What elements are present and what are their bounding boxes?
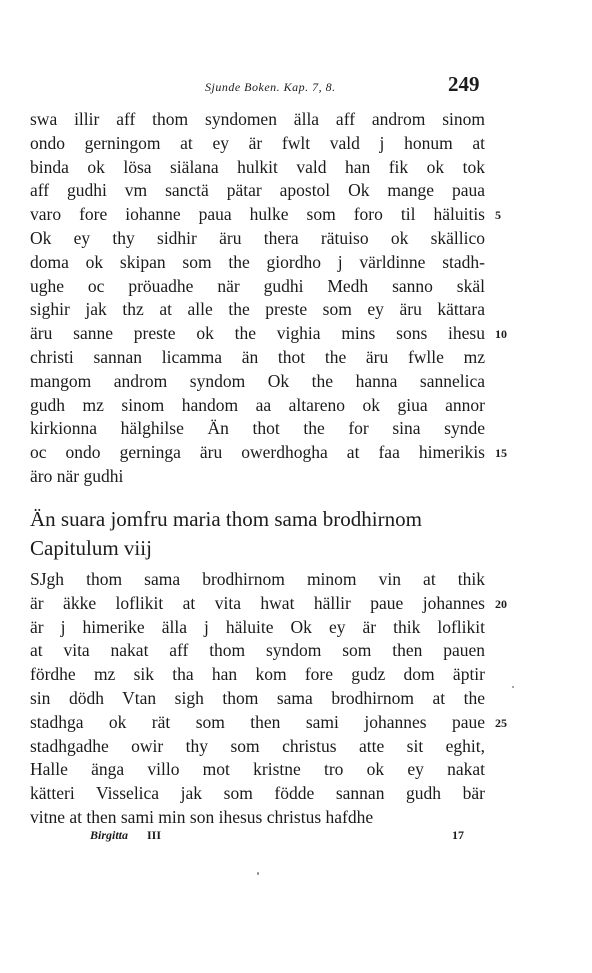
text-line bbox=[30, 179, 485, 203]
text-line bbox=[30, 639, 485, 663]
line-text: kätteri Visselica jak som födde sannan gudh bär bbox=[30, 783, 485, 804]
line-number: 20 bbox=[495, 596, 507, 611]
text-line bbox=[30, 227, 485, 251]
text-line bbox=[30, 711, 507, 735]
line-text: ughe oc pröuadhe när gudhi Medh sanno skäl bbox=[30, 275, 485, 296]
sheet-number: 17 bbox=[452, 828, 464, 842]
text-line bbox=[30, 346, 485, 370]
text-line bbox=[30, 417, 485, 441]
line-text: aff gudhi vm sanctä pätar apostol Ok mange paua bbox=[30, 180, 485, 201]
text-line bbox=[30, 322, 507, 346]
chapter-heading-line-1: Än suara jomfru maria thom sama brodhirnom bbox=[30, 507, 422, 531]
running-title: Sjunde Boken. Kap. 7, 8. bbox=[205, 80, 336, 94]
line-text: fördhe mz sik tha han kom fore gudz dom äptir bbox=[30, 664, 485, 685]
line-text: at vita nakat aff thom syndom som then pauen bbox=[30, 640, 485, 661]
text-line bbox=[30, 616, 485, 640]
text-line bbox=[30, 782, 485, 806]
page-number: 249 bbox=[448, 72, 480, 96]
running-head bbox=[0, 70, 592, 100]
line-number: 15 bbox=[495, 446, 507, 461]
line-text: är äkke loflikit at vita hwat hällir paue johannes bbox=[30, 592, 485, 613]
text-line bbox=[30, 370, 485, 394]
line-text: gudh mz sinom handom aa altareno ok giua annor bbox=[30, 394, 485, 415]
line-text: SJgh thom sama brodhirnom minom vin at thik bbox=[30, 569, 485, 589]
line-text: Halle änga villo mot kristne tro ok ey nakat bbox=[30, 759, 485, 780]
text-line bbox=[30, 465, 485, 489]
line-text: är j himerike älla j häluite Ok ey är thik loflikit bbox=[30, 616, 485, 637]
print-speck bbox=[512, 686, 514, 688]
text-line bbox=[30, 758, 485, 782]
text-line bbox=[30, 441, 507, 465]
text-line bbox=[30, 806, 485, 830]
text-line bbox=[30, 298, 485, 322]
chapter-heading-line-2: Capitulum viij bbox=[30, 536, 152, 560]
text-line bbox=[30, 251, 485, 275]
signature-volume: III bbox=[147, 828, 162, 842]
line-text: vitne at then sami min son ihesus christus hafdhe bbox=[30, 806, 374, 827]
line-number: 5 bbox=[495, 208, 501, 223]
text-line bbox=[30, 735, 485, 759]
text-line bbox=[30, 568, 485, 592]
line-text: binda ok lösa siälana hulkit vald han fik ok tok bbox=[30, 156, 485, 177]
line-text: doma ok skipan som the giordho j världinne stadh- bbox=[30, 251, 485, 272]
line-text: varo fore iohanne paua hulke som foro til häluitis bbox=[30, 204, 485, 225]
chapter-heading bbox=[30, 505, 510, 563]
print-speck bbox=[257, 872, 259, 875]
line-text: christi sannan licamma än thot the äru fwlle mz bbox=[30, 346, 485, 367]
line-number: 25 bbox=[495, 715, 507, 730]
text-line bbox=[30, 132, 485, 156]
text-line bbox=[30, 394, 485, 418]
line-text: sighir jak thz at alle the preste som ey äru kättara bbox=[30, 299, 485, 320]
line-text: oc ondo gerninga äru owerdhogha at faa himerikis bbox=[30, 442, 485, 463]
text-line bbox=[30, 203, 501, 227]
line-text: kirkionna hälghilse Än thot the for sina synde bbox=[30, 418, 485, 439]
line-text: swa illir aff thom syndomen älla aff androm sinom bbox=[30, 109, 485, 129]
line-text: äro när gudhi bbox=[30, 465, 124, 486]
line-number: 10 bbox=[495, 327, 507, 342]
page-footer bbox=[0, 828, 592, 848]
text-line bbox=[30, 275, 485, 299]
text-line bbox=[30, 592, 507, 616]
text-line bbox=[30, 156, 485, 180]
line-text: ondo gerningom at ey är fwlt vald j honum at bbox=[30, 132, 485, 153]
line-text: stadhga ok rät som then sami johannes paue bbox=[30, 711, 485, 732]
text-line bbox=[30, 663, 485, 687]
line-text: äru sanne preste ok the vighia mins sons ihesu bbox=[30, 323, 485, 344]
text-line bbox=[30, 108, 485, 132]
line-text: Ok ey thy sidhir äru thera rätuiso ok skällico bbox=[30, 227, 485, 248]
text-line bbox=[30, 687, 485, 711]
text-block-1 bbox=[30, 108, 530, 489]
signature-mark: Birgitta bbox=[90, 828, 129, 842]
line-text: mangom androm syndom Ok the hanna sannelica bbox=[30, 370, 485, 391]
line-text: sin dödh Vtan sigh thom sama brodhirnom at the bbox=[30, 687, 485, 708]
line-text: stadhgadhe owir thy som christus atte sit eghit, bbox=[30, 735, 485, 756]
text-block-2 bbox=[30, 568, 530, 830]
